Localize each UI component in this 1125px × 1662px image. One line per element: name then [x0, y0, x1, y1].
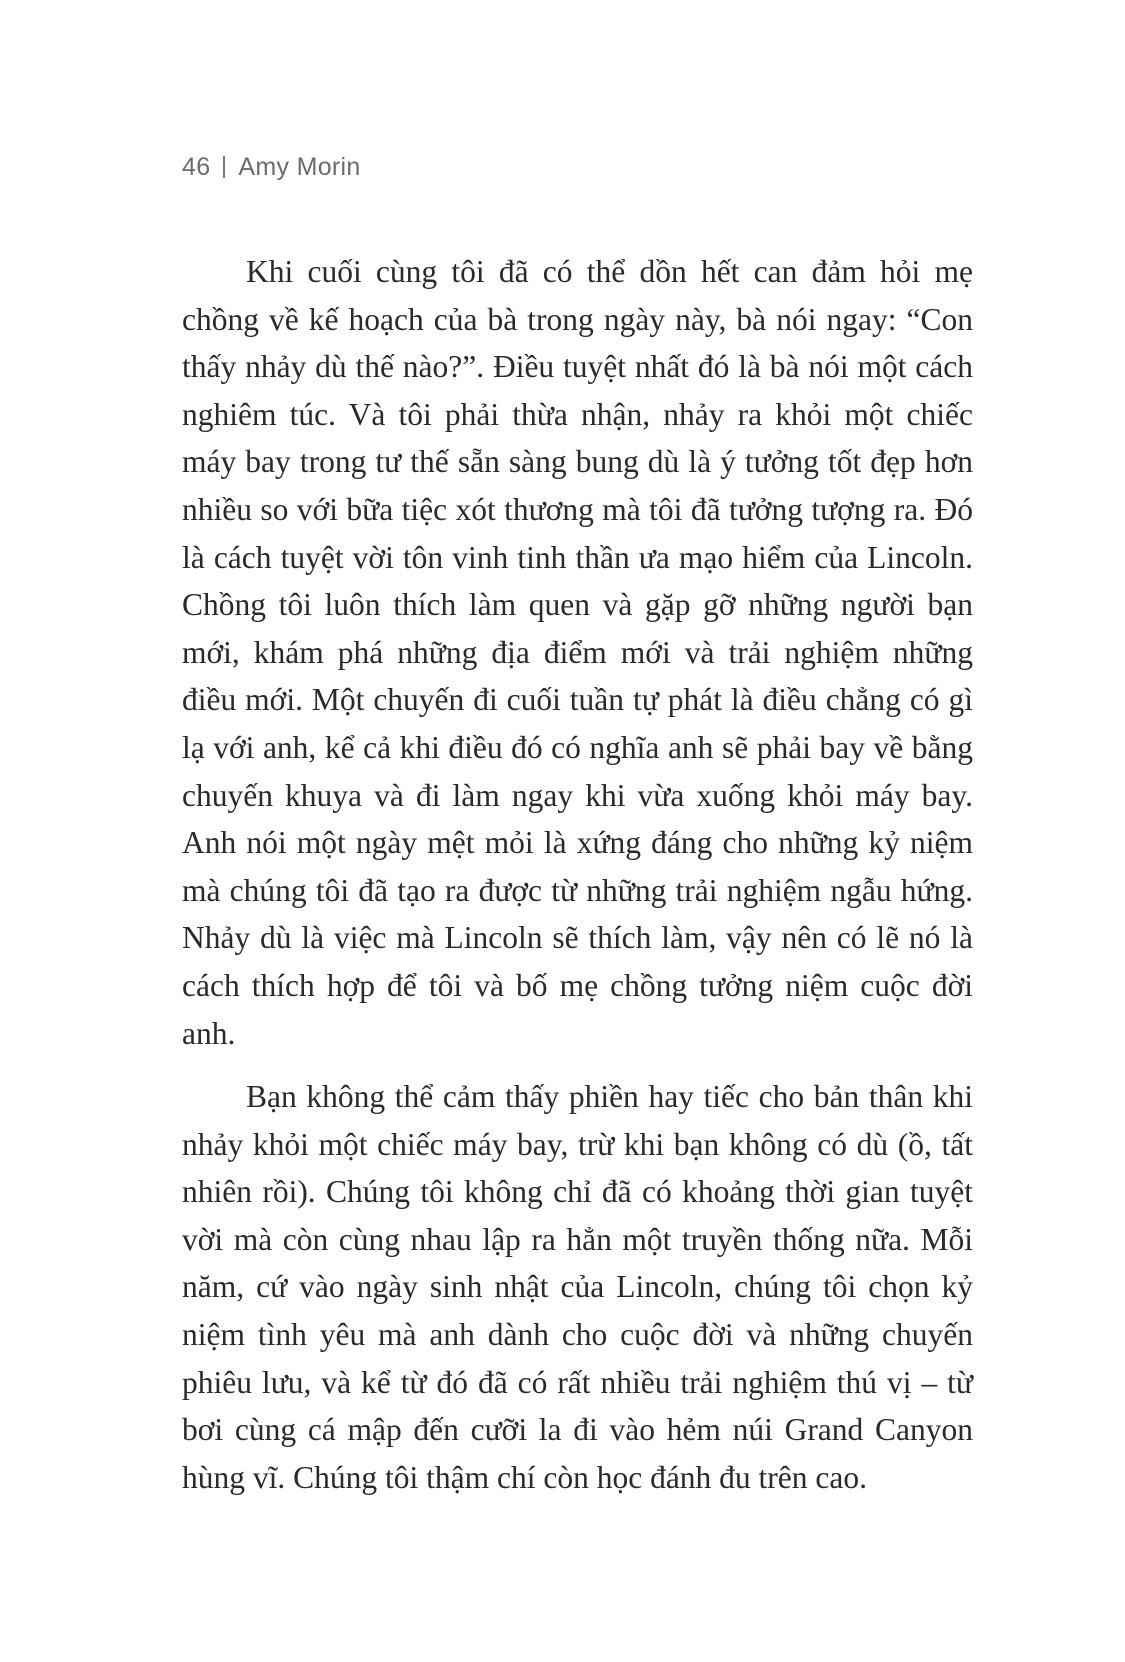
- header-separator: [223, 156, 225, 178]
- paragraph-1: Khi cuối cùng tôi đã có thể dồn hết can đảm hỏi mẹ chồng về kế hoạch của bà trong ngày này, bà nói ngay: “Con thấy nhảy dù thế nào?”. Điều tuyệt nhất đó là bà nói một cách nghiêm túc. Và tôi phải thừa nhận, nhảy ra khỏi một chiếc máy bay trong tư thế sẵn sàng bung dù là ý tưởng tốt đẹp hơn nhiều so với bữa tiệc xót thương mà tôi đã tưởng tượng ra. Đó là cách tuyệt vời tôn vinh tinh thần ưa mạo hiểm của Lincoln. Chồng tôi luôn thích làm quen và gặp gỡ những người bạn mới, khám phá những địa điểm mới và trải nghiệm những điều mới. Một chuyến đi cuối tuần tự phát là điều chẳng có gì lạ với anh, kể cả khi điều đó có nghĩa anh sẽ phải bay về bằng chuyến khuya và đi làm ngay khi vừa xuống khỏi máy bay. Anh nói một ngày mệt mỏi là xứng đáng cho những kỷ niệm mà chúng tôi đã tạo ra được từ những trải nghiệm ngẫu hứng. Nhảy dù là việc mà Lincoln sẽ thích làm, vậy nên có lẽ nó là cách thích hợp để tôi và bố mẹ chồng tưởng niệm cuộc đời anh.: [182, 254, 973, 1051]
- running-header: [182, 153, 361, 182]
- author-name: Amy Morin: [238, 153, 361, 181]
- paragraph-2: Bạn không thể cảm thấy phiền hay tiếc cho bản thân khi nhảy khỏi một chiếc máy bay, trừ khi bạn không có dù (ồ, tất nhiên rồi). Chúng tôi không chỉ đã có khoảng thời gian tuyệt vời mà còn cùng nhau lập ra hẳn một truyền thống nữa. Mỗi năm, cứ vào ngày sinh nhật của Lincoln, chúng tôi chọn kỷ niệm tình yêu mà anh dành cho cuộc đời và những chuyến phiêu lưu, và kể từ đó đã có rất nhiều trải nghiệm thú vị – từ bơi cùng cá mập đến cưỡi la đi vào hẻm núi Grand Canyon hùng vĩ. Chúng tôi thậm chí còn học đánh đu trên cao.: [182, 1079, 973, 1495]
- page-number: 46: [182, 153, 211, 181]
- body-text: [182, 248, 973, 1501]
